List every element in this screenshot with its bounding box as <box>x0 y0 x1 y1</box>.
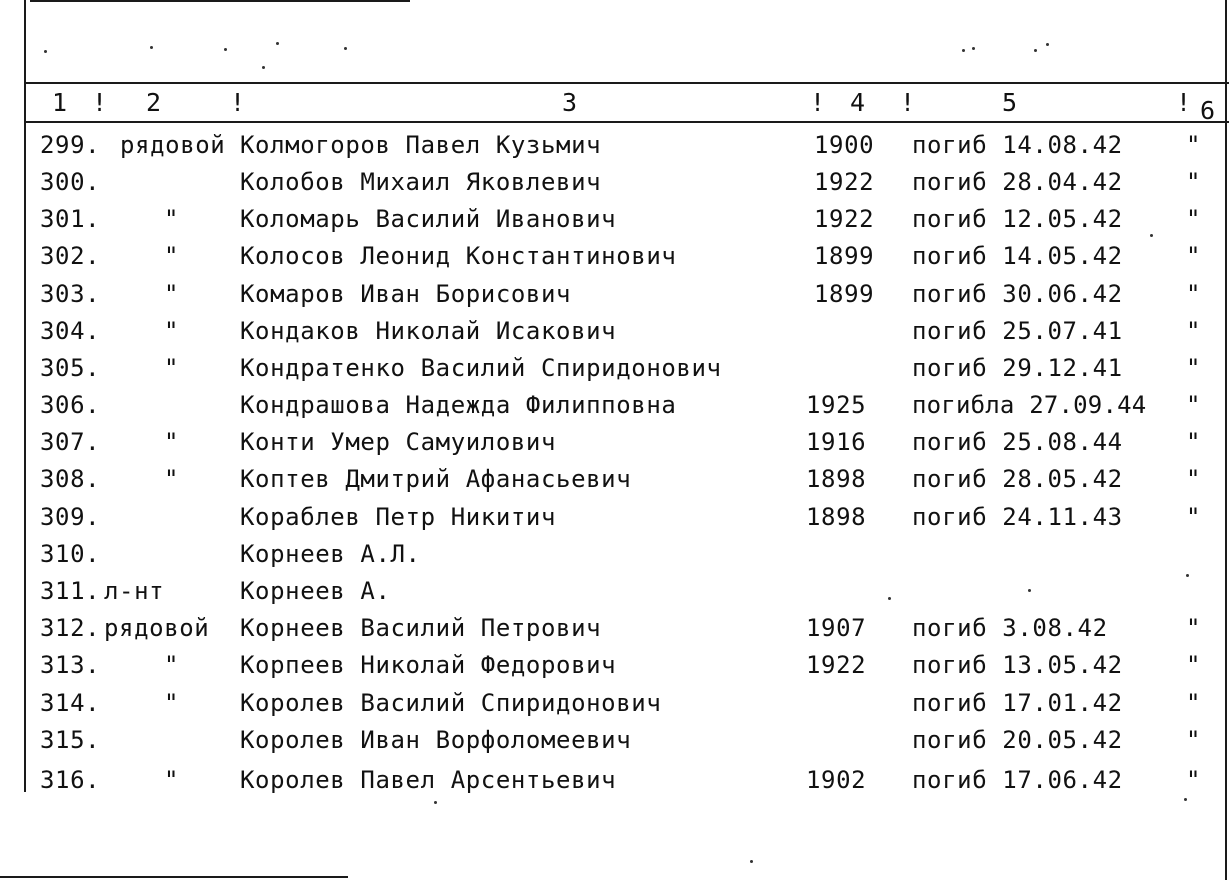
row-rank: рядовой <box>120 131 226 159</box>
table-row <box>0 766 1229 803</box>
row-rank: л-нт <box>104 577 165 605</box>
row-name: Кондаков Николай Исакович <box>240 317 617 345</box>
table-row <box>0 540 1229 577</box>
row-number: 300. <box>40 168 101 196</box>
row-number: 313. <box>40 651 101 679</box>
row-year: 1898 <box>806 503 867 531</box>
scan-speck <box>344 47 347 50</box>
scan-speck <box>1150 234 1153 237</box>
scan-speck <box>150 46 153 49</box>
row-name: Корнеев А. <box>240 577 391 605</box>
row-rank: " <box>164 205 180 233</box>
row-rank: " <box>164 242 180 270</box>
row-fate: погиб 28.05.42 <box>912 465 1123 493</box>
row-rank: " <box>164 280 180 308</box>
header-separator: ! <box>810 88 826 117</box>
header-col-1: 1 <box>52 88 68 117</box>
row-name: Королев Иван Ворфоломеевич <box>240 726 632 754</box>
row-rank: " <box>164 651 180 679</box>
row-number: 305. <box>40 354 101 382</box>
row-ditto: " <box>1186 242 1202 270</box>
scan-speck <box>888 597 891 600</box>
row-ditto: " <box>1186 726 1202 754</box>
row-fate: погиб 25.08.44 <box>912 428 1123 456</box>
row-ditto: " <box>1186 391 1202 419</box>
row-ditto: " <box>1186 503 1202 531</box>
row-rank: " <box>164 766 180 794</box>
row-name: Корнеев Василий Петрович <box>240 614 602 642</box>
row-number: 306. <box>40 391 101 419</box>
row-number: 308. <box>40 465 101 493</box>
row-ditto: " <box>1186 280 1202 308</box>
row-fate: погиб 3.08.42 <box>912 614 1108 642</box>
row-name: Колобов Михаил Яковлевич <box>240 168 602 196</box>
row-number: 314. <box>40 689 101 717</box>
table-row <box>0 354 1229 391</box>
table-row <box>0 726 1229 763</box>
row-name: Королев Василий Спиридонович <box>240 689 662 717</box>
row-name: Кораблев Петр Никитич <box>240 503 557 531</box>
row-year: 1925 <box>806 391 867 419</box>
row-ditto: " <box>1186 317 1202 345</box>
header-col-2: 2 <box>146 88 162 117</box>
scan-speck <box>1028 589 1031 592</box>
row-number: 310. <box>40 540 101 568</box>
table-row <box>0 205 1229 242</box>
scan-speck <box>972 47 975 50</box>
header-col-4: 4 <box>850 88 866 117</box>
row-number: 302. <box>40 242 101 270</box>
table-row <box>0 577 1229 614</box>
row-fate: погиб 24.11.43 <box>912 503 1123 531</box>
table-row <box>0 651 1229 688</box>
table-row <box>0 428 1229 465</box>
row-fate: погиб 17.01.42 <box>912 689 1123 717</box>
row-number: 312. <box>40 614 101 642</box>
scan-speck <box>276 42 279 45</box>
row-number: 307. <box>40 428 101 456</box>
row-ditto: " <box>1186 766 1202 794</box>
row-number: 309. <box>40 503 101 531</box>
scan-speck <box>224 48 227 51</box>
table-row <box>0 168 1229 205</box>
top-rule <box>24 82 1229 84</box>
table-row <box>0 503 1229 540</box>
row-ditto: " <box>1186 428 1202 456</box>
row-ditto: " <box>1186 651 1202 679</box>
row-year: 1902 <box>806 766 867 794</box>
row-name: Комаров Иван Борисович <box>240 280 572 308</box>
row-name: Корнеев А.Л. <box>240 540 421 568</box>
row-name: Кондрашова Надежда Филипповна <box>240 391 677 419</box>
row-rank: " <box>164 354 180 382</box>
row-name: Корпеев Николай Федорович <box>240 651 617 679</box>
row-year: 1898 <box>806 465 867 493</box>
row-name: Королев Павел Арсентьевич <box>240 766 617 794</box>
scan-speck <box>434 801 437 804</box>
row-year: 1907 <box>806 614 867 642</box>
row-year: 1922 <box>814 205 875 233</box>
row-year: 1899 <box>814 242 875 270</box>
row-name: Коптев Дмитрий Афанасьевич <box>240 465 632 493</box>
header-col-6: 6 <box>1200 96 1216 125</box>
table-row <box>0 280 1229 317</box>
row-year: 1922 <box>806 651 867 679</box>
header-separator: ! <box>230 88 246 117</box>
header-rule <box>26 121 1229 123</box>
scan-speck <box>962 49 965 52</box>
row-rank: рядовой <box>104 614 210 642</box>
scan-speck <box>1046 43 1049 46</box>
header-separator: ! <box>92 88 108 117</box>
row-name: Колмогоров Павел Кузьмич <box>240 131 602 159</box>
row-name: Коломарь Василий Иванович <box>240 205 617 233</box>
row-fate: погиб 14.05.42 <box>912 242 1123 270</box>
scan-speck <box>44 50 47 53</box>
row-year: 1900 <box>814 131 875 159</box>
row-rank: " <box>164 689 180 717</box>
row-fate: погиб 12.05.42 <box>912 205 1123 233</box>
row-name: Кондратенко Василий Спиридонович <box>240 354 722 382</box>
row-fate: погибла 27.09.44 <box>912 391 1147 419</box>
row-ditto: " <box>1186 465 1202 493</box>
table-row <box>0 391 1229 428</box>
row-fate: погиб 20.05.42 <box>912 726 1123 754</box>
scan-speck <box>750 860 753 863</box>
row-ditto: " <box>1186 168 1202 196</box>
row-number: 316. <box>40 766 101 794</box>
header-separator: ! <box>1176 88 1192 117</box>
row-number: 311. <box>40 577 101 605</box>
row-fate: погиб 29.12.41 <box>912 354 1123 382</box>
row-year: 1922 <box>814 168 875 196</box>
row-rank: " <box>164 317 180 345</box>
table-row <box>0 614 1229 651</box>
row-ditto: " <box>1186 205 1202 233</box>
row-ditto: " <box>1186 614 1202 642</box>
table-row <box>0 689 1229 726</box>
row-fate: погиб 28.04.42 <box>912 168 1123 196</box>
bottom-edge-rule <box>0 876 348 878</box>
row-fate: погиб 17.06.42 <box>912 766 1123 794</box>
header-col-5: 5 <box>1002 88 1018 117</box>
row-fate: погиб 14.08.42 <box>912 131 1123 159</box>
table-row <box>0 242 1229 279</box>
row-ditto: " <box>1186 689 1202 717</box>
table-row <box>0 465 1229 502</box>
scan-speck <box>1034 49 1037 52</box>
header-col-3: 3 <box>562 88 578 117</box>
row-ditto: " <box>1186 354 1202 382</box>
row-rank: " <box>164 465 180 493</box>
row-fate: погиб 25.07.41 <box>912 317 1123 345</box>
table-row <box>0 317 1229 354</box>
row-number: 301. <box>40 205 101 233</box>
scan-speck <box>1186 574 1189 577</box>
row-number: 303. <box>40 280 101 308</box>
top-edge-fragment <box>30 0 410 2</box>
table-row <box>0 131 1229 168</box>
scan-speck <box>262 66 265 69</box>
row-number: 299. <box>40 131 101 159</box>
row-number: 304. <box>40 317 101 345</box>
row-fate: погиб 13.05.42 <box>912 651 1123 679</box>
row-fate: погиб 30.06.42 <box>912 280 1123 308</box>
row-number: 315. <box>40 726 101 754</box>
scan-speck <box>1184 798 1187 801</box>
row-rank: " <box>164 428 180 456</box>
row-year: 1916 <box>806 428 867 456</box>
row-name: Колосов Леонид Константинович <box>240 242 677 270</box>
row-name: Конти Умер Самуилович <box>240 428 557 456</box>
row-ditto: " <box>1186 131 1202 159</box>
header-separator: ! <box>900 88 916 117</box>
row-year: 1899 <box>814 280 875 308</box>
